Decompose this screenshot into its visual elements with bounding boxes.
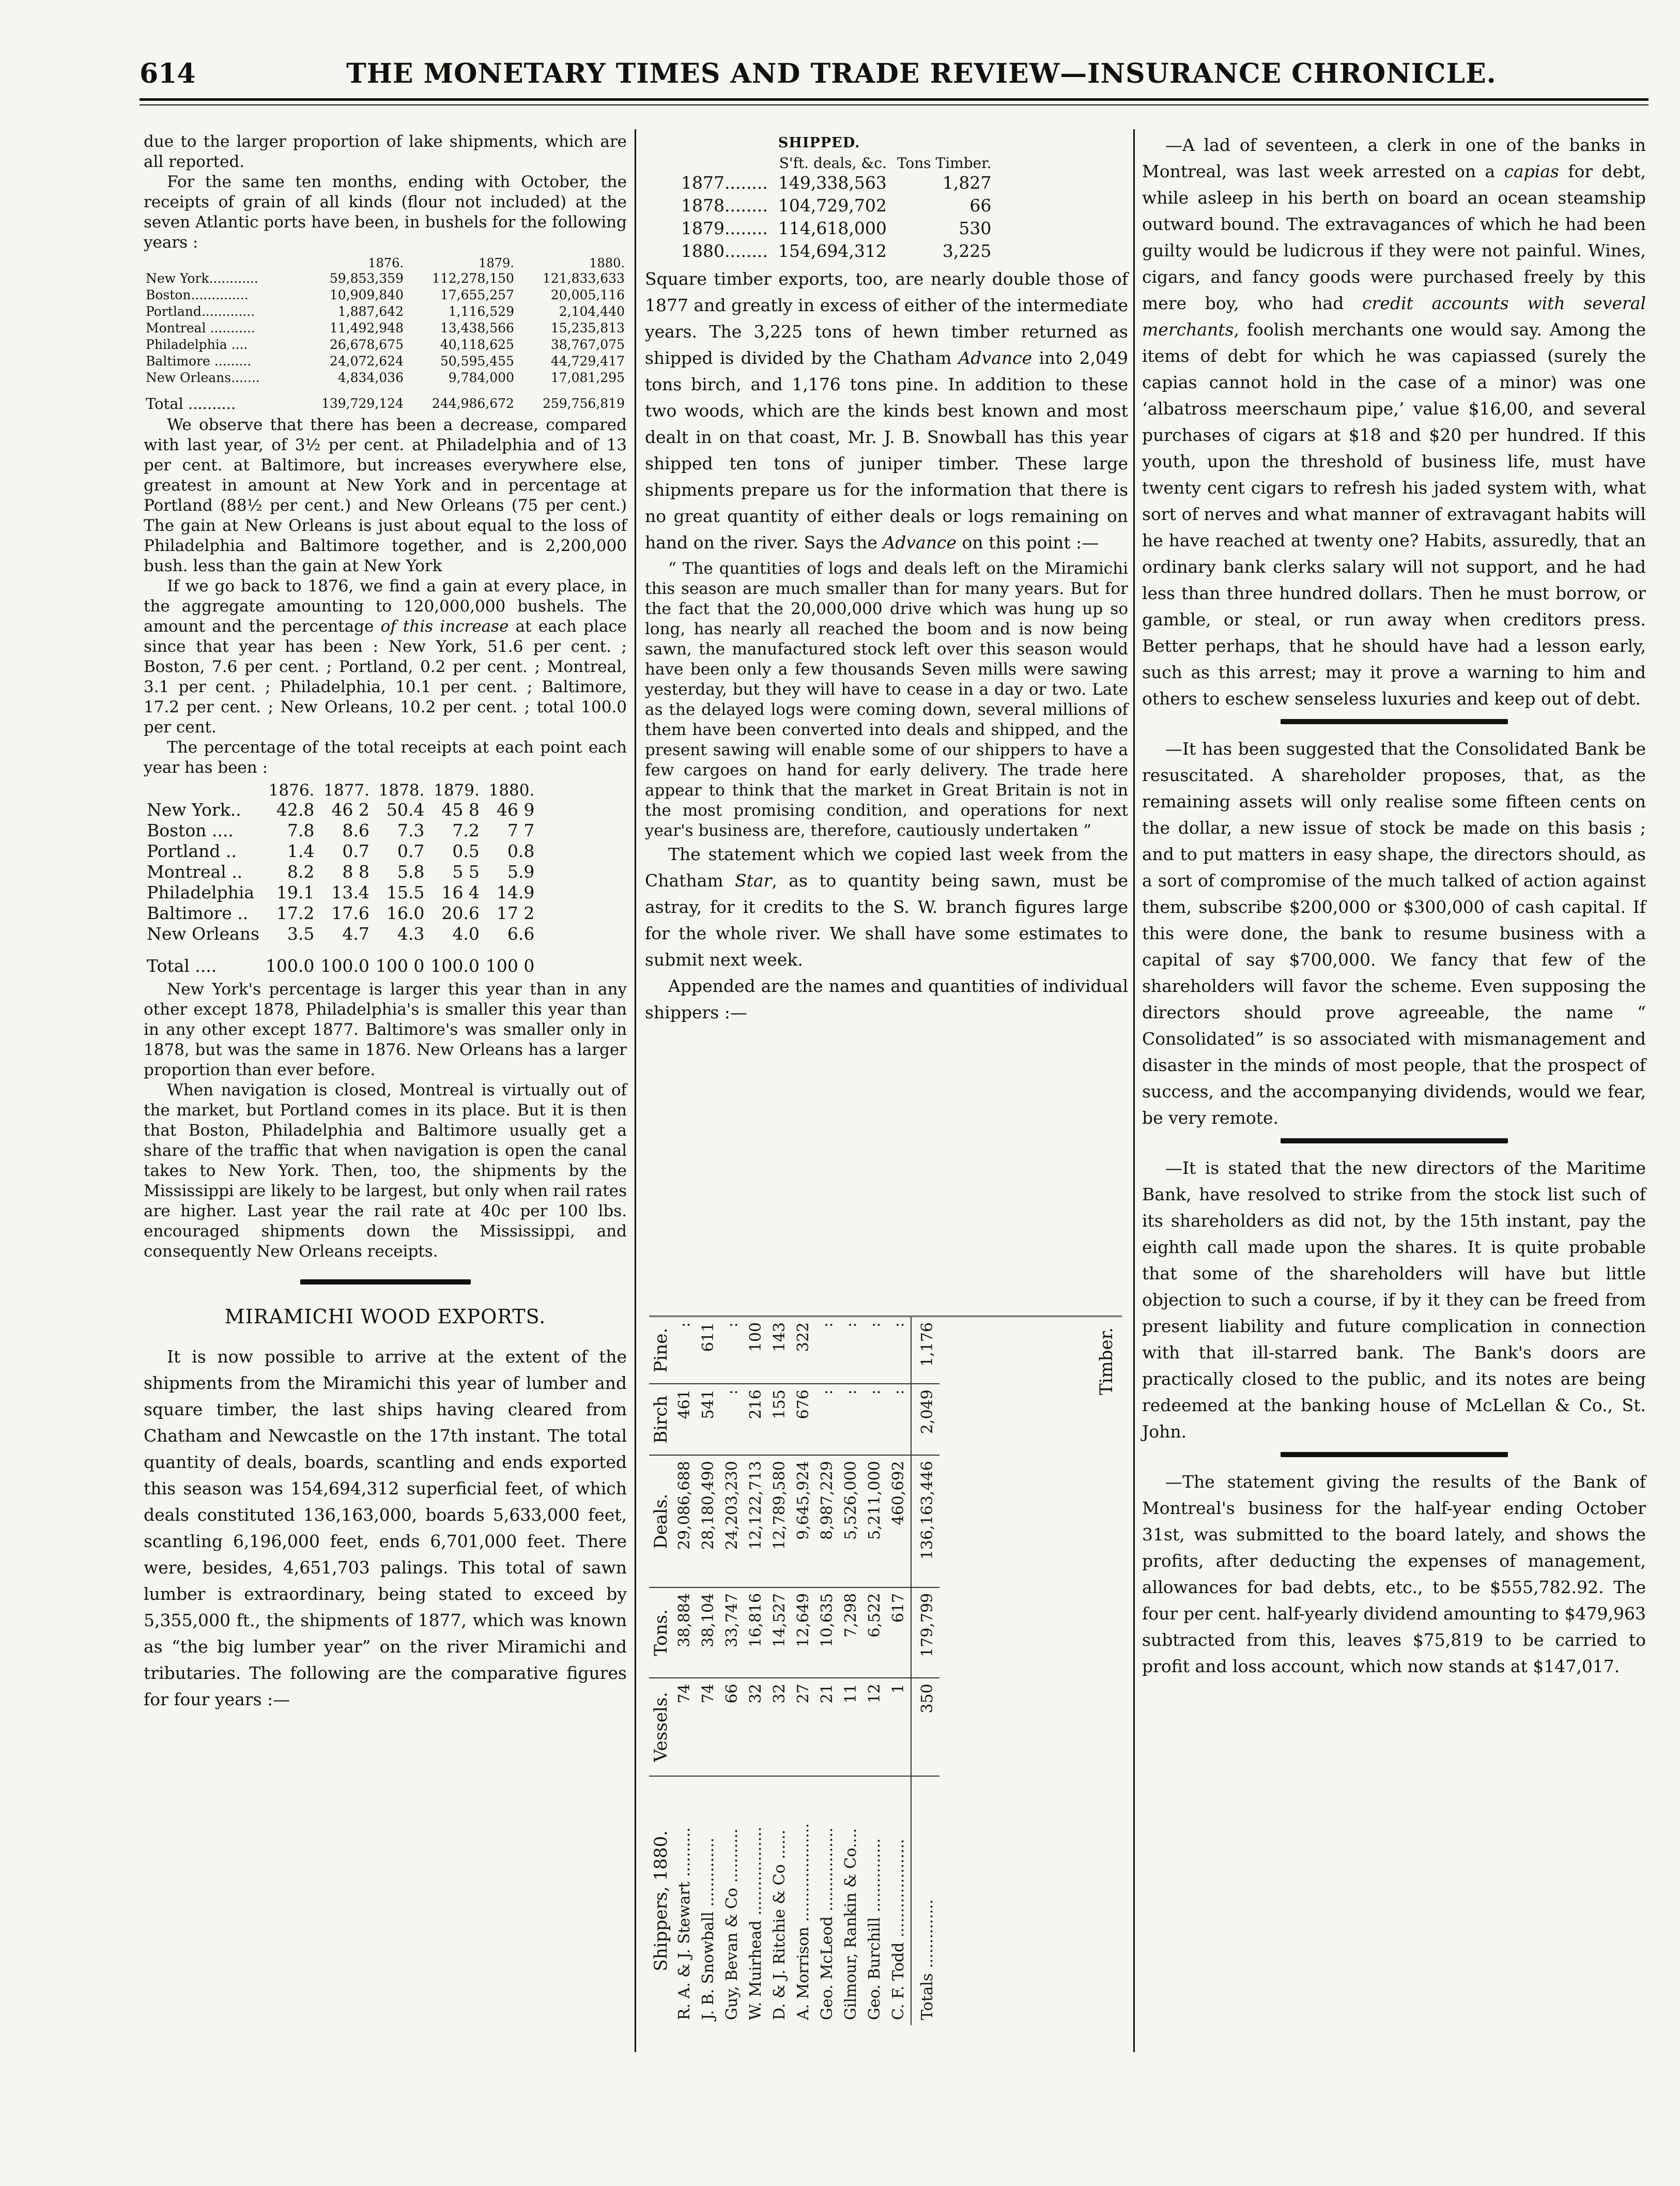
column-header: Tons.	[649, 1587, 673, 1678]
cell: 143	[768, 1317, 792, 1384]
column-divider-1	[635, 129, 636, 2052]
cell: 149,338,563	[778, 173, 887, 193]
cell: 19.1	[276, 882, 315, 903]
table-row	[144, 820, 537, 841]
text-run: at each place since that year has been : New York, 51.6 per cent. ; Boston, 7.6 per cent. ; Portland, 0.2 per cent. ; Montreal, 3.1 per cent. ; Philadelphia, 10.1 per cent. ; Baltimore, 17.2 per cent. ; New Orleans, 10.2 per cent. ; total 100.0 per cent.	[144, 617, 627, 737]
cell: 3.5	[287, 924, 315, 944]
shippers-table-rotated	[649, 1317, 1122, 2025]
cell: 38,767,075	[550, 337, 625, 352]
text-run: , as to quantity being sawn, must be astray, for it credits to the S. W. branch figures large for the whole river. We shall have some estimates to submit next week.	[645, 870, 1128, 970]
italic-run: capias	[1504, 161, 1559, 181]
receipts-table	[144, 256, 627, 412]
year: 1880........	[681, 241, 768, 261]
text-run: If we go back to 1876, we find a gain at every place, in the aggregate amounting to 120,000,000 bushels. The amount and the percentage	[144, 577, 627, 636]
cell: 33,747	[720, 1587, 744, 1678]
cell: 676	[792, 1384, 815, 1455]
cell: 17,655,257	[440, 287, 514, 302]
cell: 17 2	[496, 903, 535, 923]
shipper-name: Gilmour, Rankin & Co....	[842, 1828, 860, 2020]
cell: 216	[744, 1384, 768, 1455]
ten-months-paragraph: For the same ten months, ending with October, the receipts of grain of all kinds (flour not included) at the seven Atlantic ports have been, in bushels for the following years :	[144, 173, 627, 252]
cell: 8,987,229	[815, 1455, 839, 1587]
cell: 155	[768, 1384, 792, 1455]
section-rule	[300, 1279, 471, 1285]
cell: 8.6	[342, 820, 369, 840]
cell: 100.0	[265, 956, 315, 976]
table-row	[144, 270, 627, 287]
shipper-name: J. B. Snowball ..............	[699, 1838, 717, 2020]
cell: 5.9	[507, 862, 535, 882]
cell: 59,853,359	[329, 271, 404, 286]
cell: 46 9	[496, 800, 535, 820]
table-row	[144, 303, 627, 320]
table-row	[144, 924, 537, 944]
cell: 11,492,948	[329, 320, 404, 335]
cell: 7.3	[397, 820, 425, 840]
newyork-paragraph: New York's percentage is larger this year than in any other except 1878, Philadelphia's is smaller this year than in any other except 1877. Baltimore's was smaller only in 1878, but was the same in 1876. New Orleans has a larger proportion than ever before.	[144, 980, 627, 1079]
text-run: Square timber exports, too, are nearly double those of 1877 and greatly in excess of either of the intermediate years. The 3,225 tons of hewn timber returned as shipped is divided by the Chatham	[645, 269, 1128, 368]
cell: 114,618,000	[778, 218, 887, 238]
cell: 0.7	[342, 841, 369, 861]
shipped-title-row	[676, 132, 996, 155]
section-rule	[1281, 1138, 1508, 1143]
cell: 40,118,625	[440, 337, 514, 352]
square-timber-paragraph	[645, 266, 1128, 556]
cell: 541	[697, 1384, 720, 1455]
table-row	[815, 1317, 839, 2025]
cell: 5.8	[397, 862, 425, 882]
receipts-header-row	[144, 256, 627, 270]
cell: 5 5	[452, 862, 480, 882]
cell: 7.8	[287, 820, 315, 840]
table-row	[144, 353, 627, 370]
column-divider-2	[1133, 129, 1135, 2052]
cell: 42.8	[276, 800, 315, 820]
port-name: New Orleans.......	[146, 370, 260, 385]
cell: 13,438,566	[440, 320, 514, 335]
italic-run: of this increase	[380, 617, 509, 636]
cell: :	[720, 1317, 744, 1384]
cell: 179,799	[911, 1587, 939, 1678]
port-name: Baltimore .........	[146, 354, 252, 369]
cell: 4,834,036	[337, 370, 404, 385]
cell: 0.7	[397, 841, 425, 861]
totals-row	[911, 1317, 939, 2025]
publication-title: THE MONETARY TIMES AND TRADE REVIEW—INSURANCE CHRONICLE.	[346, 58, 1497, 89]
cell: 17,081,295	[550, 370, 625, 385]
table-row	[673, 1317, 697, 2025]
cell: 100 0	[375, 956, 425, 976]
port-name: Portland ..	[147, 841, 237, 861]
text-run: , foolish merchants one would say. Among the items of debt for which he was capiassed (surely the capias cannot hold in the case of a minor) was one ‘albatross meerschaum pipe,’ value $16,00, and several purchases of cigars at $18 and $20 per hundred. If this youth, upon the threshold of business life, must have twenty cent cigars to refresh his jaded system with, what sort of nerves and what manner of extravagant habits will he have reached at twenty one? Habits, assuredly, that an ordinary bank clerks salary will not support, and he had less than three hundred dollars. Then he must borrow, or gamble, or steal, or run away when creditors press. Better perhaps, that he should have had a lesson early, such as this arrest; may it prove a warning to him and others to eschew senseless luxuries and keep out of debt.	[1142, 319, 1646, 709]
table-row	[144, 370, 627, 386]
table-row	[697, 1317, 720, 2025]
shipper-name: Guy, Bevan & Co ...........	[723, 1828, 741, 2020]
timber-group-label: Timber.	[1096, 1327, 1117, 1396]
cell: 17.6	[331, 903, 369, 923]
port-name: Boston..............	[146, 287, 249, 302]
cell: 617	[887, 1587, 911, 1678]
bank-clerk-paragraph	[1142, 132, 1646, 712]
port-name: New Orleans	[147, 924, 259, 944]
shipper-name: R. A. & J. Stewart ..........	[675, 1827, 693, 2020]
cell: 4.3	[397, 924, 425, 944]
text-run: —A lad of seventeen, a clerk in one of the banks in Montreal, was last week arrested on a	[1142, 135, 1646, 181]
cell: 10,635	[815, 1587, 839, 1678]
cell: 50,595,455	[440, 354, 514, 369]
italic-run: Star	[735, 870, 772, 891]
column-header: S'ft. deals, &c.	[779, 155, 887, 172]
total-row	[144, 386, 627, 412]
shipped-header-row	[676, 155, 996, 172]
cell: 112,278,150	[431, 271, 514, 286]
cell: 104,729,702	[778, 195, 887, 216]
table-row	[144, 882, 537, 903]
cell: 259,756,819	[542, 396, 625, 411]
cell: 12,649	[792, 1587, 815, 1678]
navigation-paragraph: When navigation is closed, Montreal is virtually out of the market, but Portland comes in its place. But it is then that Boston, Philadelphia and Baltimore usually get a share of the traffic that when navigation is open the canal takes to New York. Then, too, the shipments by the Mississippi are likely to be largest, but only when rail rates are higher. Last year the rail rate at 40c per 100 lbs. encouraged shipments down the Mississippi, and consequently New Orleans receipts.	[144, 1081, 627, 1261]
cell: :	[887, 1317, 911, 1384]
appended-paragraph: Appended are the names and quantities of individual shippers :—	[645, 976, 1128, 1022]
cell: 24,203,230	[720, 1455, 744, 1587]
table-row	[676, 217, 996, 240]
table-row	[720, 1317, 744, 2025]
cell: :	[863, 1317, 887, 1384]
cell: 611	[697, 1317, 720, 1384]
table-row	[839, 1317, 863, 2025]
cell: 16.0	[386, 903, 425, 923]
cell: 15.5	[386, 882, 425, 903]
cell: 14,527	[768, 1587, 792, 1678]
cell: :	[863, 1384, 887, 1455]
percentage-header-row	[144, 781, 537, 800]
bank-of-montreal-paragraph: —The statement giving the results of the Bank of Montreal's business for the half-year ending October 31st, was submitted to the board lately, and shows the profits, after deducting the expenses of management, allowances for bad debts, etc., to be $555,782.92. The four per cent. half-yearly dividend amounting to $479,963 subtracted from this, leaves $75,819 to be carried to profit and loss account, which now stands at $147,017.	[1142, 1472, 1646, 1676]
cell: :	[839, 1317, 863, 1384]
table-row	[863, 1317, 887, 2025]
cell: 322	[792, 1317, 815, 1384]
table-row	[144, 320, 627, 337]
cell: 10,909,840	[329, 287, 404, 302]
cell: 11	[839, 1678, 863, 1776]
statement-paragraph	[645, 841, 1128, 973]
cell: 100.0	[430, 956, 480, 976]
cell: 6.6	[507, 924, 535, 944]
cell: 26,678,675	[329, 337, 404, 352]
cell: 20,005,116	[550, 287, 625, 302]
table-row	[144, 800, 537, 820]
column-header: Shippers, 1880.	[651, 1830, 671, 1971]
column-header: Deals.	[649, 1455, 673, 1587]
shippers-table-frame	[649, 1316, 1122, 2025]
cell: 44,729,417	[550, 354, 625, 369]
cell: 17.2	[276, 903, 315, 923]
column-header: Vessels.	[649, 1678, 673, 1776]
text-run: The statement which we copied last week from the Chatham	[645, 844, 1128, 891]
cell: 7 7	[507, 820, 535, 840]
shipped-title: SHIPPED.	[778, 135, 860, 151]
year-header: 1877.	[323, 781, 369, 800]
year-header: 1879.	[434, 781, 480, 800]
table-row	[676, 240, 996, 263]
cell: :	[720, 1384, 744, 1455]
year-header: 1876.	[268, 781, 315, 800]
port-name: Portland.............	[146, 304, 255, 319]
cell: 8.2	[287, 862, 315, 882]
cell: 6,522	[863, 1587, 887, 1678]
port-name: Philadelphia	[147, 882, 255, 903]
cell: 4.7	[342, 924, 369, 944]
table-row	[144, 841, 537, 862]
cell: 1,887,642	[337, 304, 404, 319]
shipper-name: Geo. Burchill ...............	[866, 1838, 884, 2020]
shipped-table	[676, 132, 996, 263]
cell: 5,526,000	[839, 1455, 863, 1587]
shipper-name: Geo. McLeod .................	[818, 1827, 836, 2020]
cell: :	[815, 1384, 839, 1455]
cell: 12,122,713	[744, 1455, 768, 1587]
shippers-table	[649, 1317, 939, 2025]
column-header: Birch	[649, 1384, 673, 1455]
shipper-name: A. Morrison ....................	[794, 1823, 812, 2020]
column-1	[144, 132, 627, 1713]
port-name: Boston ....	[147, 820, 234, 840]
cell: 32	[744, 1678, 768, 1776]
total-row	[144, 944, 537, 976]
cell: 9,784,000	[448, 370, 514, 385]
since-1876-paragraph	[144, 576, 627, 738]
cell: 460,692	[887, 1455, 911, 1587]
cell: 154,694,312	[778, 241, 887, 261]
column-header: Tons Timber.	[897, 155, 992, 172]
cell: 7,298	[839, 1587, 863, 1678]
cell: 16 4	[441, 882, 480, 903]
port-name: Philadelphia ....	[146, 337, 248, 352]
table-row	[887, 1317, 911, 2025]
cell: 66	[969, 195, 992, 216]
cell: :	[839, 1384, 863, 1455]
port-name: Montreal ..	[147, 862, 243, 882]
table-row	[144, 337, 627, 353]
cell: 1,116,529	[448, 304, 514, 319]
cell: 1	[887, 1678, 911, 1776]
cell: 4.0	[452, 924, 480, 944]
table-row	[676, 194, 996, 217]
text-run: into 2,049 tons birch, and 1,176 tons pine. In addition to these two woods, which are the kinds best known and most dealt in on that coast, Mr. J. B. Snowball has this year shipped ten tons of juniper timber. These large shipments prepare us for the information that there is no great quantity of either deals or logs remaining on hand on the river. Says the	[645, 348, 1128, 553]
intro-paragraph: due to the larger proportion of lake shipments, which are all reported.	[144, 132, 627, 171]
cell: 1,176	[911, 1317, 939, 1384]
percentage-intro: The percentage of the total receipts at each point each year has been :	[144, 738, 627, 777]
shipper-name: D. & J. Ritchie & Co ......	[770, 1829, 789, 2020]
observe-paragraph: We observe that there has been a decrease, compared with last year, of 3½ per cent. at Philadelphia and of 13 per cent. at Baltimore, but increases everywhere else, greatest in amount at New York and in percentage at Portland (88½ per cent.) and New Orleans (75 per cent.) The gain at New Orleans is just about equal to the loss of Philadelphia and Baltimore together, and is 2,200,000 bush. less than the gain at New York	[144, 416, 627, 575]
text-run: on this point :—	[957, 532, 1099, 553]
port-name: Montreal ...........	[146, 320, 255, 335]
section-heading: MIRAMICHI WOOD EXPORTS.	[224, 1305, 546, 1328]
table-row	[792, 1317, 815, 2025]
consolidated-bank-paragraph: —It has been suggested that the Consolidated Bank be resuscitated. A shareholder proposes, that, as the remaining assets will only realise some fifteen cents on the dollar, a new issue of stock be made on this basis ; and to put matters in easy shape, the directors should, as a sort of compromise of the much talked of action against them, subscribe $200,000 or $300,000 of cash capital. If this were done, the bank to resume business with a capital of say $700,000. We fancy that few of the shareholders will favor the scheme. Even supposing the directors should prove agreeable, the name “ Consolidated” is so associated with mismanagement and disaster in the minds of most people, that the prospect of success, and the accompanying dividends, would we fear, be very remote.	[1142, 739, 1646, 1128]
cell: 1.4	[287, 841, 315, 861]
table-row	[144, 862, 537, 882]
cell: 38,884	[673, 1587, 697, 1678]
cell: 12	[863, 1678, 887, 1776]
cell: 0.5	[452, 841, 480, 861]
cell: 50.4	[386, 800, 425, 820]
cell: 32	[768, 1678, 792, 1776]
year: 1877........	[681, 173, 768, 193]
year-header: 1880.	[488, 781, 535, 800]
maritime-bank-paragraph: —It is stated that the new directors of the Maritime Bank, have resolved to strike from the stock list such of its shareholders as did not, by the 15th instant, pay the eighth call made upon the shares. It is quite probable that some of the shareholders will have but little objection to such a course, if by it they can be freed from present liability and future complication in connection with that ill-starred bank. The Bank's doors are practically closed to the public, and its notes are being redeemed at the banking house of McLellan & Co., St. John.	[1142, 1158, 1646, 1442]
table-row	[676, 172, 996, 194]
port-name: New York............	[146, 271, 258, 286]
cell: :	[673, 1317, 697, 1384]
port-name: New York..	[147, 800, 241, 820]
cell: 9,645,924	[792, 1455, 815, 1587]
column-2	[645, 132, 1128, 1026]
cell: 45 8	[441, 800, 480, 820]
cell: 136,163,446	[911, 1455, 939, 1587]
italic-run: credit accounts with several merchants	[1142, 293, 1646, 340]
cell: 139,729,124	[321, 396, 404, 411]
total-label: Total ..........	[146, 395, 236, 412]
cell: 13.4	[331, 882, 369, 903]
table-row	[144, 903, 537, 924]
table-row	[144, 287, 627, 303]
cell: 5,211,000	[863, 1455, 887, 1587]
table-row	[744, 1317, 768, 2025]
year-header: 1876.	[368, 256, 404, 270]
cell: 21	[815, 1678, 839, 1776]
table-row	[768, 1317, 792, 2025]
cell: 7.2	[452, 820, 480, 840]
section-rule	[1281, 719, 1508, 724]
cell: 20.6	[441, 903, 480, 923]
cell: 12,789,580	[768, 1455, 792, 1587]
header-rule-thin	[140, 104, 1648, 105]
cell: 28,180,490	[697, 1455, 720, 1587]
shippers-header-row	[649, 1317, 673, 2025]
year: 1879........	[681, 218, 768, 238]
cell: :	[887, 1384, 911, 1455]
cell: :	[815, 1317, 839, 1384]
text-run: for debt, while asleep in his berth on board an ocean steamship outward bound. The extravagances of which he had been guilty would be ludicrous if they were not painful. Wines, cigars, and fancy goods were purchased freely by this mere boy, who had	[1142, 161, 1646, 313]
cell: 530	[959, 218, 992, 238]
italic-run: Advance	[958, 348, 1032, 368]
shipper-name: W. Muirhead ..................	[747, 1827, 765, 2020]
cell: 27	[792, 1678, 815, 1776]
column-header: Pine.	[649, 1317, 673, 1384]
year-header: 1878.	[378, 781, 425, 800]
cell: 100	[744, 1317, 768, 1384]
cell: 38,104	[697, 1587, 720, 1678]
cell: 2,049	[911, 1384, 939, 1455]
cell: 24,072,624	[329, 354, 404, 369]
cell: 15,235,813	[550, 320, 625, 335]
cell: 461	[673, 1384, 697, 1455]
cell: 121,833,633	[542, 271, 625, 286]
section-rule	[1281, 1452, 1508, 1457]
cell: 100 0	[485, 956, 535, 976]
cell: 74	[673, 1678, 697, 1776]
port-name: Baltimore ..	[147, 903, 249, 923]
year-header: 1880.	[589, 256, 625, 270]
totals-label: Totals ..............	[911, 1776, 939, 2025]
miramichi-paragraph: It is now possible to arrive at the extent of the shipments from the Miramichi this year of lumber and square timber, the last ships having cleared from Chatham and Newcastle on the 17th instant. The total quantity of deals, boards, scantling and ends exported this season was 154,694,312 superficial feet, of which deals constituted 136,163,000, boards 5,633,000 feet, scantling 6,196,000 feet, ends 6,701,000 feet. There were, besides, 4,651,703 palings. This total of sawn lumber is extraordinary, being stated to exceed by 5,355,000 ft., the shipments of 1877, which was known as “the big lumber year” on the river Miramichi and tributaries. The following are the comparative figures for four years :—	[144, 1347, 627, 1709]
cell: 0.8	[507, 841, 535, 861]
cell: 66	[720, 1678, 744, 1776]
total-label: Total ....	[147, 956, 217, 976]
italic-run: Advance	[883, 532, 957, 553]
advance-quote: “ The quantities of logs and deals left on the Miramichi this season are much smaller than for many years. But for the fact that the 20,000,000 drive which was hung up so long, has nearly all reached the boom and is now being sawn, the manufactured stock left over this season would have been only a few thousands Seven mills were sawing yesterday, but they will have to cease in a day or two. Late as the delayed logs were coming down, several millions of them have been converted into deals and shipped, and the present sawing will enable some of our shippers to have a few cargoes on hand for early delivery. The trade here appear to think that the market in Great Britain is not in the most promising condition, and operations for next year's business are, therefore, cautiously undertaken ”	[645, 559, 1128, 840]
column-3	[1142, 132, 1646, 1679]
cell: 3,225	[942, 241, 992, 261]
cell: 74	[697, 1678, 720, 1776]
cell: 2,104,440	[559, 304, 625, 319]
header-rule-thick	[140, 98, 1648, 101]
cell: 14.9	[496, 882, 535, 903]
year-header: 1879.	[479, 256, 514, 270]
cell: 350	[911, 1678, 939, 1776]
cell: 244,986,672	[431, 396, 514, 411]
cell: 16,816	[744, 1587, 768, 1678]
percentage-table	[144, 781, 537, 976]
cell: 29,086,688	[673, 1455, 697, 1587]
year: 1878........	[681, 195, 768, 216]
shipper-name: C. F. Todd ....................	[889, 1839, 907, 2020]
cell: 1,827	[942, 173, 992, 193]
cell: 46 2	[331, 800, 369, 820]
page-number: 614	[140, 58, 196, 89]
cell: 8 8	[342, 862, 369, 882]
cell: 100.0	[320, 956, 369, 976]
